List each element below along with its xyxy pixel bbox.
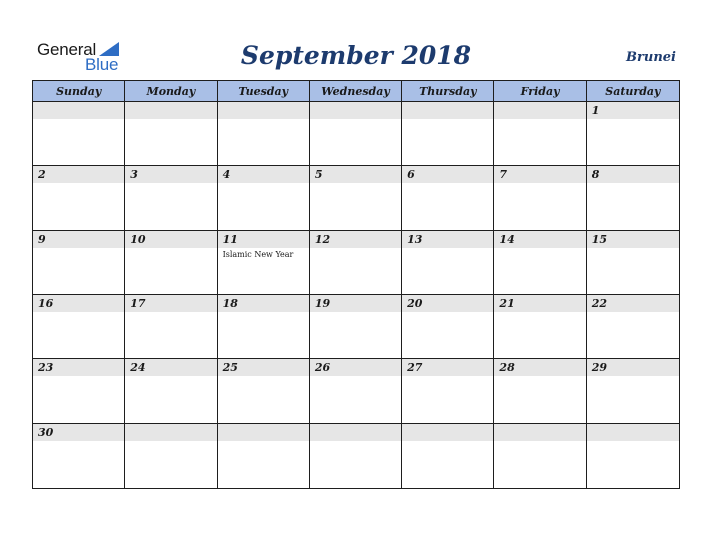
calendar-day-cell xyxy=(402,295,494,359)
day-number: 12 xyxy=(314,232,331,246)
day-number-strip xyxy=(33,231,124,248)
day-number-strip xyxy=(218,166,309,183)
day-number-strip xyxy=(402,166,493,183)
calendar-day-cell xyxy=(402,102,494,166)
day-number: 7 xyxy=(499,168,508,182)
calendar-day-cell xyxy=(125,166,217,230)
day-number: 29 xyxy=(591,361,608,375)
day-number-strip xyxy=(310,102,401,119)
day-number-strip xyxy=(587,166,679,183)
calendar-day-cell xyxy=(33,359,125,423)
weekday-header: Saturday xyxy=(587,81,679,102)
calendar-day-cell xyxy=(494,231,586,295)
weekday-header: Tuesday xyxy=(218,81,310,102)
day-number-strip xyxy=(494,424,585,441)
day-number: 23 xyxy=(38,361,54,375)
day-number: 24 xyxy=(130,361,146,375)
day-number: 27 xyxy=(407,361,423,375)
day-number-strip xyxy=(402,424,493,441)
day-number: 6 xyxy=(407,168,415,182)
calendar-day-cell xyxy=(494,359,586,423)
calendar-day-cell xyxy=(310,359,402,423)
day-number: 15 xyxy=(591,232,608,246)
day-number: 2 xyxy=(38,168,46,182)
calendar-day-cell xyxy=(33,295,125,359)
calendar-day-cell xyxy=(587,102,679,166)
calendar-day-cell xyxy=(125,295,217,359)
weekday-header: Sunday xyxy=(33,81,125,102)
day-number-strip xyxy=(125,166,216,183)
calendar-day-cell xyxy=(310,102,402,166)
logo-blue-text: Blue xyxy=(85,55,119,74)
day-number-strip xyxy=(33,102,124,119)
calendar-day-cell xyxy=(402,424,494,488)
day-number: 14 xyxy=(499,232,515,246)
calendar-day-cell xyxy=(587,231,679,295)
calendar-day-cell xyxy=(402,359,494,423)
calendar-day-cell xyxy=(310,295,402,359)
day-number-strip xyxy=(33,166,124,183)
day-number: 18 xyxy=(222,297,238,310)
calendar-day-cell xyxy=(33,102,125,166)
day-number: 3 xyxy=(130,168,138,182)
calendar-day-cell xyxy=(125,231,217,295)
day-number-strip xyxy=(587,102,679,119)
calendar-day-cell xyxy=(402,166,494,230)
day-number-strip xyxy=(125,424,216,441)
calendar-day-cell xyxy=(33,166,125,230)
calendar-day-cell xyxy=(494,424,586,488)
day-number-strip xyxy=(310,424,401,441)
weekday-header: Wednesday xyxy=(310,81,402,102)
calendar-day-cell xyxy=(587,359,679,423)
calendar-day-cell xyxy=(587,424,679,488)
day-number: 30 xyxy=(38,425,54,439)
day-number: 8 xyxy=(591,168,600,182)
calendar-day-cell xyxy=(310,231,402,295)
calendar-day-cell xyxy=(33,424,125,488)
day-number: 28 xyxy=(499,361,515,375)
day-number-strip xyxy=(218,102,309,119)
day-number: 4 xyxy=(222,168,231,182)
holiday-label: Islamic New Year xyxy=(222,249,294,259)
day-number: 13 xyxy=(407,232,423,246)
day-number: 1 xyxy=(591,104,600,117)
calendar-day-cell xyxy=(218,359,310,423)
logo-general-text: General xyxy=(37,40,97,59)
calendar-day-cell xyxy=(125,359,217,423)
day-number-strip xyxy=(587,424,679,441)
day-number: 11 xyxy=(222,232,238,246)
calendar-day-cell xyxy=(33,231,125,295)
day-number: 20 xyxy=(407,297,423,310)
weekday-header: Thursday xyxy=(402,81,494,102)
day-number: 9 xyxy=(38,232,46,246)
calendar-day-cell xyxy=(218,166,310,230)
calendar-day-cell xyxy=(218,102,310,166)
calendar-day-cell xyxy=(402,231,494,295)
day-number: 10 xyxy=(130,232,146,246)
calendar-day-cell xyxy=(310,166,402,230)
day-number: 25 xyxy=(222,361,238,375)
calendar-day-cell xyxy=(494,166,586,230)
day-number-strip xyxy=(125,102,216,119)
calendar-day-cell xyxy=(125,424,217,488)
day-number: 17 xyxy=(130,297,146,310)
day-number-strip xyxy=(402,102,493,119)
weekday-header: Monday xyxy=(125,81,217,102)
day-number-strip xyxy=(218,424,309,441)
calendar-day-cell xyxy=(587,166,679,230)
day-number: 19 xyxy=(314,297,331,310)
calendar-day-cell xyxy=(310,424,402,488)
calendar-day-cell xyxy=(125,102,217,166)
calendar-day-cell xyxy=(494,102,586,166)
day-number: 16 xyxy=(38,297,54,310)
day-number: 26 xyxy=(314,361,331,375)
calendar-day-cell xyxy=(218,295,310,359)
calendar-day-cell xyxy=(587,295,679,359)
page-title: September 2018 xyxy=(240,41,472,70)
calendar-day-cell xyxy=(218,424,310,488)
day-number: 5 xyxy=(314,168,323,182)
country-label: Brunei xyxy=(626,50,676,65)
calendar-day-cell xyxy=(218,231,310,295)
weekday-header: Friday xyxy=(494,81,586,102)
day-number: 21 xyxy=(499,297,515,310)
calendar-grid xyxy=(32,80,680,489)
day-number-strip xyxy=(494,102,585,119)
day-number-strip xyxy=(494,166,585,183)
calendar-day-cell xyxy=(494,295,586,359)
day-number: 22 xyxy=(591,297,608,310)
day-number-strip xyxy=(310,166,401,183)
